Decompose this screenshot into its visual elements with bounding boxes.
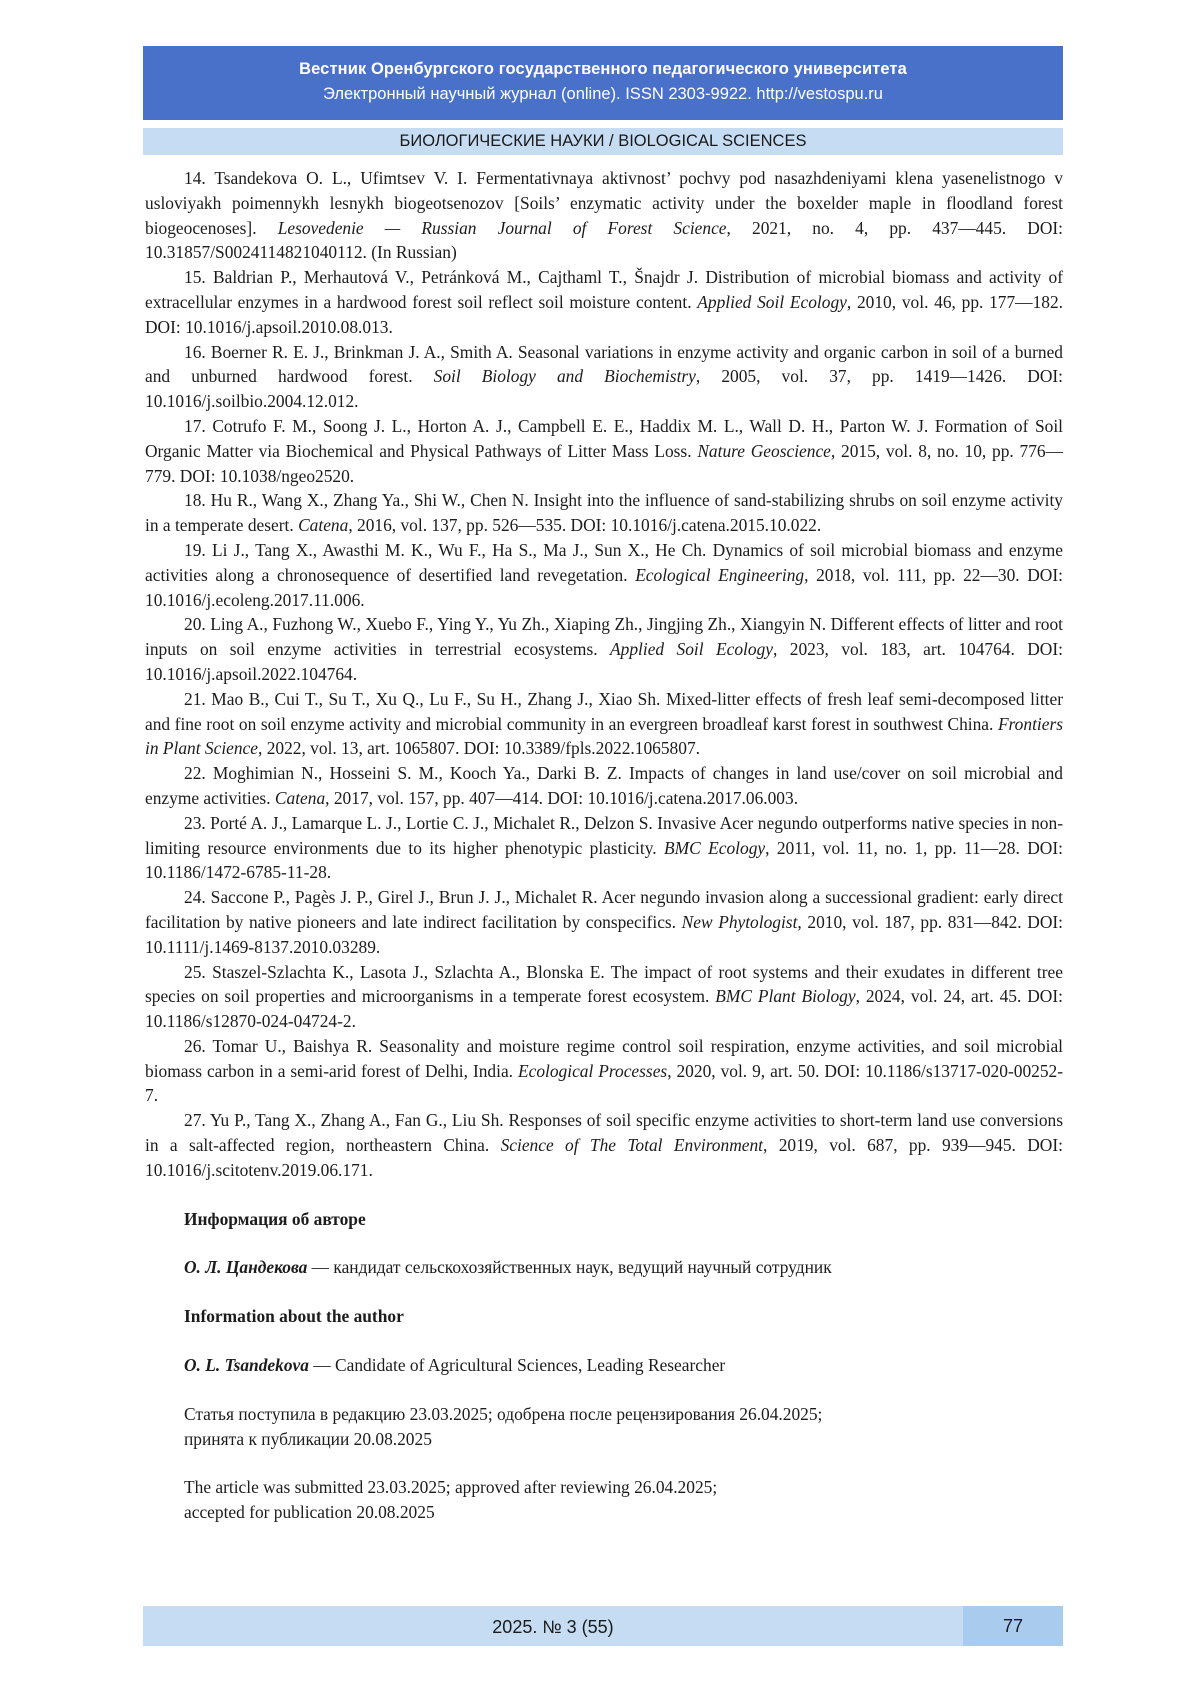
author-info	[145, 1207, 1063, 1525]
author-line-ru	[184, 1255, 1063, 1280]
reference-journal: Catena	[298, 515, 349, 536]
reference-journal: Catena	[274, 787, 326, 808]
reference-journal: Science of The Total Environment	[500, 1135, 764, 1156]
dates-ru-line2: принята к публикации 20.08.2025	[184, 1428, 432, 1449]
section-heading: БИОЛОГИЧЕСКИЕ НАУКИ / BIOLOGICAL SCIENCES	[143, 128, 1063, 155]
dates-ru-line1: Статья поступила в редакцию 23.03.2025; одобрена после рецензирования 26.04.2025;	[184, 1403, 823, 1424]
reference-item	[145, 538, 1063, 612]
author-desc-en: — Candidate of Agricultural Sciences, Leading Researcher	[308, 1355, 726, 1376]
author-heading-en: Information about the author	[184, 1306, 404, 1327]
reference-text: 22. Moghimian N., Hosseini S. M., Kooch Ya., Darki B. Z. Impacts of changes in land use/cover on soil microbial and enzyme activities.	[145, 763, 1063, 808]
reference-details: , 2022, vol. 13, art. 1065807. DOI: 10.3389/fpls.2022.1065807.	[258, 738, 700, 759]
reference-item	[145, 488, 1063, 538]
reference-journal: Ecological Processes	[517, 1060, 668, 1081]
reference-details: , 2005, vol. 37, pp. 1419—1426. DOI: 10.1016/j.soilbio.2004.12.012.	[145, 366, 1063, 412]
reference-item	[145, 885, 1063, 959]
submission-dates-en	[184, 1475, 1063, 1525]
issue-number: 2025. № 3 (55)	[492, 1617, 614, 1637]
journal-title: Вестник Оренбургского государственного педагогического университета	[299, 60, 907, 78]
reference-details: , 2018, vol. 111, pp. 22—30. DOI: 10.1016/j.ecoleng.2017.11.006.	[145, 564, 1063, 610]
reference-item	[145, 1108, 1063, 1182]
page-content	[145, 166, 1063, 1525]
reference-details: , 2010, vol. 46, pp. 177—182. DOI: 10.1016/j.apsoil.2010.08.013.	[145, 291, 1064, 337]
reference-details: , 2019, vol. 687, pp. 939—945. DOI: 10.1016/j.scitotenv.2019.06.171.	[145, 1135, 1063, 1180]
reference-details: , 2016, vol. 137, pp. 526—535. DOI: 10.1016/j.catena.2015.10.022.	[348, 515, 822, 536]
reference-details: , 2017, vol. 157, pp. 407—414. DOI: 10.1016/j.catena.2017.06.003.	[325, 787, 799, 808]
reference-journal: BMC Ecology	[664, 837, 766, 858]
reference-item	[145, 166, 1063, 265]
reference-text: 27. Yu P., Tang X., Zhang A., Fan G., Liu Sh. Responses of soil specific enzyme activities to short-term land use conversions in a salt-affected region, northeastern China.	[145, 1110, 1063, 1156]
reference-text: 15. Baldrian P., Merhautová V., Petránková M., Cajthaml T., Šnajdr J. Distribution of microbial biomass and activity of extracellular enzymes in a hardwood forest soil reflect soil moisture content.	[145, 267, 1063, 312]
reference-details: , 2010, vol. 187, pp. 831—842. DOI: 10.1111/j.1469-8137.2010.03289.	[145, 911, 1063, 957]
reference-item	[145, 340, 1063, 414]
reference-text: 14. Tsandekova O. L., Ufimtsev V. I. Fermentativnaya aktivnost’ pochvy pod nasazhdeniyami klena yasenelistnogo v usloviyakh poimennykh lesnykh biogeotsenozov [Soils’ enzymatic activity under the boxelder maple in floodland forest biogeocenoses].	[145, 168, 1063, 238]
reference-journal: BMC Plant Biology	[715, 986, 856, 1007]
reference-text: 17. Cotrufo F. M., Soong J. L., Horton A. J., Campbell E. E., Haddix M. L., Wall D. H., Parton W. J. Formation of Soil Organic Matter via Biochemical and Physical Pathways of Litter Mass Loss.	[145, 415, 1063, 461]
dates-en-line2: accepted for publication 20.08.2025	[184, 1502, 435, 1523]
reference-details: , 2023, vol. 183, art. 104764. DOI: 10.1016/j.apsoil.2022.104764.	[145, 639, 1063, 684]
reference-journal: Frontiers in Plant Science	[145, 713, 1063, 759]
author-desc-ru: — кандидат сельскохозяйственных наук, ведущий научный сотрудник	[307, 1257, 832, 1278]
author-line-en	[184, 1353, 1063, 1378]
journal-header	[143, 46, 1063, 120]
page-footer	[143, 1606, 1063, 1646]
reference-item	[145, 761, 1063, 811]
reference-details: , 2020, vol. 9, art. 50. DOI: 10.1186/s13717-020-00252-7.	[145, 1060, 1064, 1106]
reference-details: , 2011, vol. 11, no. 1, pp. 11—28. DOI: 10.1186/1472-6785-11-28.	[145, 837, 1063, 883]
reference-text: 25. Staszel-Szlachta K., Lasota J., Szlachta A., Blonska E. The impact of root systems and their exudates in different tree species on soil properties and microorganisms in a temperate forest ecosystem.	[145, 961, 1063, 1007]
reference-journal: New Phytologist	[681, 911, 798, 932]
reference-item	[145, 811, 1063, 885]
submission-dates-ru	[184, 1402, 1063, 1452]
reference-item	[145, 687, 1063, 761]
reference-journal: Applied Soil Ecology	[697, 291, 847, 312]
reference-journal: Soil Biology and Biochemistry	[433, 366, 696, 387]
journal-subtitle: Электронный научный журнал (online). ISSN 2303-9922. http://vestospu.ru	[323, 85, 883, 103]
reference-details: , 2024, vol. 24, art. 45. DOI: 10.1186/s12870-024-04724-2.	[145, 986, 1063, 1032]
reference-item	[145, 265, 1063, 339]
author-name-en: O. L. Tsandekova	[184, 1355, 309, 1376]
reference-text: 26. Tomar U., Baishya R. Seasonality and moisture regime control soil respiration, enzyme activities, and soil microbial biomass carbon in a semi-arid forest of Delhi, India.	[145, 1035, 1063, 1081]
reference-journal: Applied Soil Ecology	[610, 639, 773, 660]
reference-text: 23. Porté A. J., Lamarque L. J., Lortie C. J., Michalet R., Delzon S. Invasive Acer negundo outperforms native species in non-limiting resource environments due to its higher phenotypic plasticity.	[145, 812, 1063, 858]
reference-journal: Lesovedenie — Russian Journal of Forest Science	[277, 217, 727, 238]
reference-text: 19. Li J., Tang X., Awasthi M. K., Wu F., Ha S., Ma J., Sun X., He Ch. Dynamics of soil microbial biomass and enzyme activities along a chronosequence of desertified land revegetation.	[145, 539, 1063, 585]
reference-item	[145, 612, 1063, 686]
page-number: 77	[963, 1606, 1063, 1646]
reference-text: 21. Mao B., Cui T., Su T., Xu Q., Lu F., Su H., Zhang J., Xiao Sh. Mixed-litter effects of fresh leaf semi-decomposed litter and fine root on soil enzyme activity and microbial community in an evergreen broadleaf karst forest in southwest China.	[145, 688, 1063, 734]
reference-details: , 2015, vol. 8, no. 10, pp. 776—779. DOI: 10.1038/ngeo2520.	[145, 440, 1064, 486]
reference-list	[145, 166, 1063, 1183]
reference-text: 20. Ling A., Fuzhong W., Xuebo F., Ying Y., Yu Zh., Xiaping Zh., Jingjing Zh., Xiangyin N. Different effects of litter and root inputs on soil enzyme activities in terrestrial ecosystems.	[145, 614, 1063, 660]
reference-text: 18. Hu R., Wang X., Zhang Ya., Shi W., Chen N. Insight into the influence of sand-stabilizing shrubs on soil enzyme activity in a temperate desert.	[145, 490, 1063, 536]
reference-journal: Ecological Engineering	[635, 564, 805, 585]
reference-item	[145, 1034, 1063, 1108]
reference-journal: Nature Geoscience	[697, 440, 831, 461]
reference-details: , 2021, no. 4, pp. 437—445. DOI: 10.31857/S0024114821040112. (In Russian)	[145, 217, 1064, 263]
reference-item	[145, 960, 1063, 1034]
dates-en-line1: The article was submitted 23.03.2025; approved after reviewing 26.04.2025;	[184, 1477, 718, 1498]
reference-text: 24. Saccone P., Pagès J. P., Girel J., Brun J. J., Michalet R. Acer negundo invasion along a successional gradient: early direct facilitation by native pioneers and late indirect facilitation by conspecifics.	[145, 887, 1063, 932]
reference-text: 16. Boerner R. E. J., Brinkman J. A., Smith A. Seasonal variations in enzyme activity and organic carbon in soil of a burned and unburned hardwood forest.	[145, 341, 1063, 387]
author-heading-ru: Информация об авторе	[184, 1208, 366, 1229]
author-name-ru: О. Л. Цандекова	[184, 1257, 308, 1278]
reference-item	[145, 414, 1063, 488]
